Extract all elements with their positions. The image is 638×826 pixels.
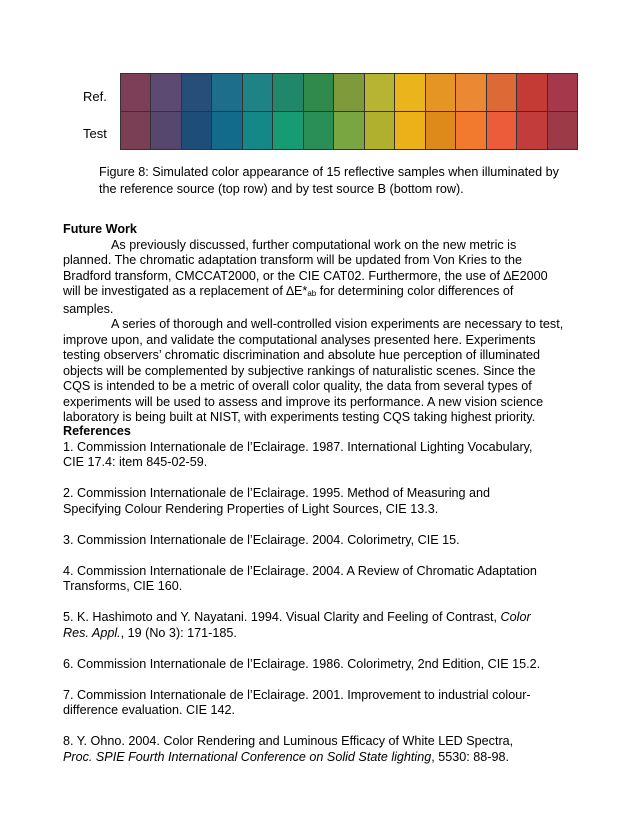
reference-line: Specifying Colour Rendering Properties of Light Sources, CIE 13.3. <box>63 501 439 516</box>
ref-swatch-4 <box>212 74 242 112</box>
reference-line: 1. Commission Internationale de l’Eclairage. 1987. International Lighting Vocabulary, <box>63 439 533 454</box>
reference-item <box>63 440 578 471</box>
reference-line: 7. Commission Internationale de l’Eclairage. 2001. Improvement to industrial colour- <box>63 687 531 702</box>
ref-row-label: Ref. <box>83 89 107 104</box>
text-run: , 5530: 88-98. <box>431 749 509 764</box>
test-swatch-14 <box>517 112 547 150</box>
reference-line: difference evaluation. CIE 142. <box>63 703 235 717</box>
caption-line: the reference source (top row) and by test source B (bottom row). <box>99 182 464 196</box>
test-swatch-3 <box>182 112 212 150</box>
reference-item <box>63 564 578 595</box>
reference-line <box>63 626 578 642</box>
ref-swatch-14 <box>517 74 547 112</box>
test-swatch-1 <box>121 112 151 150</box>
test-swatch-row <box>120 112 578 150</box>
ref-swatch-12 <box>456 74 486 112</box>
journal-title: Res. Appl. <box>63 625 121 640</box>
paragraph-line: planned. The chromatic adaptation transform will be updated from Von Kries to the <box>63 253 523 267</box>
paragraph-line: laboratory is being built at NIST, with experiments testing CQS taking highest priority. <box>63 410 536 424</box>
test-swatch-6 <box>273 112 303 150</box>
reference-line: 2. Commission Internationale de l’Eclairage. 1995. Method of Measuring and <box>63 486 491 500</box>
paragraph-line <box>63 284 578 302</box>
test-swatch-13 <box>487 112 517 150</box>
test-swatch-9 <box>365 112 395 150</box>
test-swatch-10 <box>395 112 425 150</box>
ref-swatch-15 <box>548 74 578 112</box>
paragraph-line: As previously discussed, further computational work on the new metric is <box>111 237 517 252</box>
test-swatch-8 <box>334 112 364 150</box>
ref-swatch-11 <box>426 74 456 112</box>
paragraph-line: objects will be complemented by subjective rankings of naturalistic scenes. Since the <box>63 363 536 378</box>
reference-item <box>63 688 578 719</box>
ref-swatch-8 <box>334 74 364 112</box>
ref-swatch-9 <box>365 74 395 112</box>
section-heading: Future Work <box>63 222 137 236</box>
ref-swatch-1 <box>121 74 151 112</box>
test-row-label: Test <box>83 126 107 141</box>
paragraph-line: Bradford transform, CMCCAT2000, or the CIE CAT02. Furthermore, the use of ∆E2000 <box>63 268 548 283</box>
reference-line: CIE 17.4: item 845-02-59. <box>63 455 208 469</box>
reference-line <box>63 750 578 766</box>
test-swatch-2 <box>151 112 181 150</box>
paragraph-line: samples. <box>63 301 114 316</box>
ref-swatch-row <box>120 73 578 112</box>
test-swatch-4 <box>212 112 242 150</box>
paragraph-line: improve upon, and validate the computational analyses presented here. Experiments <box>63 332 536 347</box>
ref-swatch-5 <box>243 74 273 112</box>
future-work-section <box>63 222 578 426</box>
test-swatch-12 <box>456 112 486 150</box>
section-heading: References <box>63 424 131 438</box>
text-run: , 19 (No 3): 171-185. <box>120 625 237 640</box>
reference-item <box>63 657 578 673</box>
test-swatch-5 <box>243 112 273 150</box>
ref-swatch-7 <box>304 74 334 112</box>
paragraph-line: CQS is intended to be a metric of overall color quality, the data from several types of <box>63 379 532 393</box>
journal-title: Proc. SPIE Fourth International Conference on Solid State lighting <box>63 749 432 764</box>
ref-swatch-10 <box>395 74 425 112</box>
paragraph-line: experiments will be used to assess and improve its performance. A new vision science <box>63 394 544 409</box>
text-run: 5. K. Hashimoto and Y. Nayatani. 1994. Visual Clarity and Feeling of Contrast, <box>63 610 501 624</box>
ref-swatch-2 <box>151 74 181 112</box>
reference-item <box>63 610 578 641</box>
subscript-text: ab <box>307 289 317 298</box>
test-swatch-7 <box>304 112 334 150</box>
text-run: will be investigated as a replacement of ∆E* <box>63 284 308 298</box>
reference-item <box>63 486 578 517</box>
paragraph-line: testing observers’ chromatic discrimination and absolute hue perception of illuminated <box>63 348 540 362</box>
references-section <box>63 424 578 765</box>
test-swatch-11 <box>426 112 456 150</box>
test-swatch-15 <box>548 112 578 150</box>
ref-swatch-13 <box>487 74 517 112</box>
journal-title: Color <box>500 610 531 624</box>
reference-line: Transforms, CIE 160. <box>63 579 183 593</box>
reference-line: 3. Commission Internationale de l’Eclairage. 2004. Colorimetry, CIE 15. <box>63 532 460 547</box>
figure-caption <box>99 164 569 198</box>
text-run: for determining color differences of <box>316 284 514 298</box>
reference-item <box>63 533 578 549</box>
ref-swatch-6 <box>273 74 303 112</box>
paragraph-line: A series of thorough and well-controlled vision experiments are necessary to test, <box>111 317 564 331</box>
reference-line <box>63 610 578 626</box>
caption-line: Figure 8: Simulated color appearance of 15 reflective samples when illuminated by <box>99 165 559 179</box>
ref-swatch-3 <box>182 74 212 112</box>
reference-line: 4. Commission Internationale de l’Eclairage. 2004. A Review of Chromatic Adaptation <box>63 563 537 578</box>
reference-item <box>63 734 578 765</box>
reference-line: 6. Commission Internationale de l’Eclairage. 1986. Colorimetry, 2nd Edition, CIE 15.2. <box>63 656 541 671</box>
reference-line: 8. Y. Ohno. 2004. Color Rendering and Luminous Efficacy of White LED Spectra, <box>63 734 514 748</box>
